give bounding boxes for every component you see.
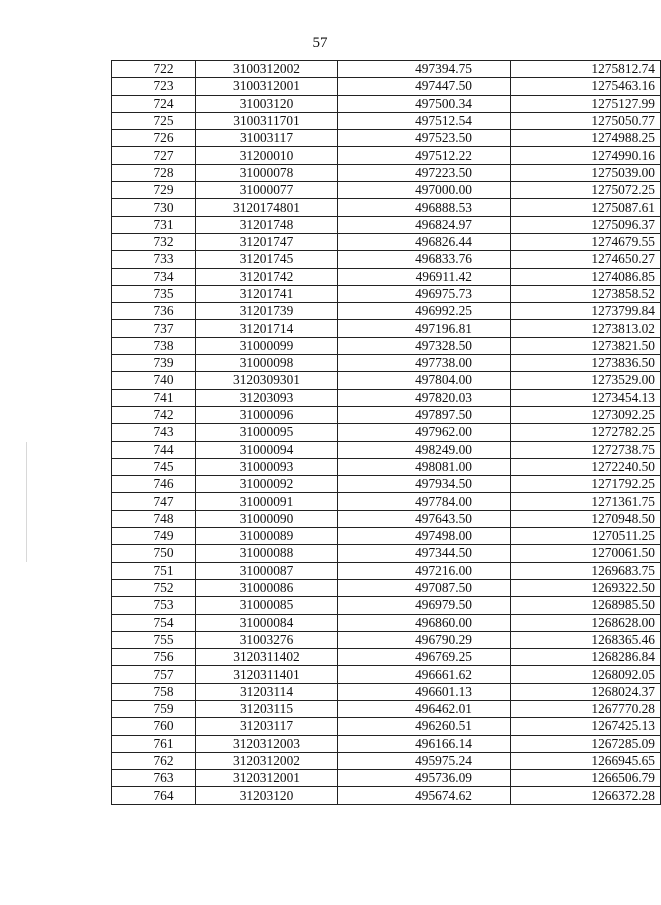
point-id-cell: 31000099 xyxy=(196,337,338,354)
point-number-cell: 746 xyxy=(112,476,196,493)
x-coordinate-cell: 497000.00 xyxy=(338,182,511,199)
y-coordinate-cell: 1273092.25 xyxy=(511,406,661,423)
point-id-cell: 31200010 xyxy=(196,147,338,164)
table-row xyxy=(112,510,661,527)
y-coordinate-cell: 1272782.25 xyxy=(511,424,661,441)
y-coordinate-cell: 1273529.00 xyxy=(511,372,661,389)
table-row xyxy=(112,320,661,337)
point-id-cell: 31000086 xyxy=(196,579,338,596)
table-row xyxy=(112,562,661,579)
y-coordinate-cell: 1275096.37 xyxy=(511,216,661,233)
point-number-cell: 754 xyxy=(112,614,196,631)
point-number-cell: 744 xyxy=(112,441,196,458)
point-id-cell: 31203120 xyxy=(196,787,338,804)
x-coordinate-cell: 496860.00 xyxy=(338,614,511,631)
y-coordinate-cell: 1267285.09 xyxy=(511,735,661,752)
point-id-cell: 31000084 xyxy=(196,614,338,631)
y-coordinate-cell: 1272240.50 xyxy=(511,458,661,475)
point-number-cell: 755 xyxy=(112,631,196,648)
point-number-cell: 737 xyxy=(112,320,196,337)
table-row xyxy=(112,372,661,389)
point-number-cell: 743 xyxy=(112,424,196,441)
x-coordinate-cell: 497216.00 xyxy=(338,562,511,579)
point-number-cell: 750 xyxy=(112,545,196,562)
point-id-cell: 31201714 xyxy=(196,320,338,337)
x-coordinate-cell: 497897.50 xyxy=(338,406,511,423)
x-coordinate-cell: 498249.00 xyxy=(338,441,511,458)
table-row xyxy=(112,545,661,562)
point-number-cell: 758 xyxy=(112,683,196,700)
y-coordinate-cell: 1268092.05 xyxy=(511,666,661,683)
table-row xyxy=(112,752,661,769)
table-row xyxy=(112,130,661,147)
point-number-cell: 735 xyxy=(112,285,196,302)
point-number-cell: 749 xyxy=(112,528,196,545)
table-row xyxy=(112,458,661,475)
y-coordinate-cell: 1269683.75 xyxy=(511,562,661,579)
y-coordinate-cell: 1268628.00 xyxy=(511,614,661,631)
table-row xyxy=(112,164,661,181)
point-number-cell: 742 xyxy=(112,406,196,423)
y-coordinate-cell: 1268286.84 xyxy=(511,649,661,666)
point-id-cell: 3100312002 xyxy=(196,61,338,78)
y-coordinate-cell: 1271792.25 xyxy=(511,476,661,493)
page-number: 57 xyxy=(312,35,328,51)
point-id-cell: 31000096 xyxy=(196,406,338,423)
point-id-cell: 31203117 xyxy=(196,718,338,735)
point-number-cell: 722 xyxy=(112,61,196,78)
point-number-cell: 732 xyxy=(112,233,196,250)
x-coordinate-cell: 496888.53 xyxy=(338,199,511,216)
point-number-cell: 736 xyxy=(112,303,196,320)
y-coordinate-cell: 1275039.00 xyxy=(511,164,661,181)
x-coordinate-cell: 497962.00 xyxy=(338,424,511,441)
point-number-cell: 764 xyxy=(112,787,196,804)
y-coordinate-cell: 1273836.50 xyxy=(511,355,661,372)
point-number-cell: 728 xyxy=(112,164,196,181)
point-id-cell: 31000085 xyxy=(196,597,338,614)
point-number-cell: 726 xyxy=(112,130,196,147)
y-coordinate-cell: 1273813.02 xyxy=(511,320,661,337)
point-number-cell: 734 xyxy=(112,268,196,285)
point-id-cell: 31000089 xyxy=(196,528,338,545)
point-id-cell: 31000087 xyxy=(196,562,338,579)
x-coordinate-cell: 496769.25 xyxy=(338,649,511,666)
point-id-cell: 3100312001 xyxy=(196,78,338,95)
y-coordinate-cell: 1266506.79 xyxy=(511,770,661,787)
table-row xyxy=(112,199,661,216)
table-row xyxy=(112,61,661,78)
y-coordinate-cell: 1270948.50 xyxy=(511,510,661,527)
point-number-cell: 747 xyxy=(112,493,196,510)
y-coordinate-cell: 1269322.50 xyxy=(511,579,661,596)
table-row xyxy=(112,337,661,354)
point-number-cell: 748 xyxy=(112,510,196,527)
table-row xyxy=(112,303,661,320)
y-coordinate-cell: 1270061.50 xyxy=(511,545,661,562)
table-row xyxy=(112,251,661,268)
x-coordinate-cell: 496824.97 xyxy=(338,216,511,233)
y-coordinate-cell: 1275463.16 xyxy=(511,78,661,95)
point-id-cell: 31000077 xyxy=(196,182,338,199)
point-id-cell: 31201739 xyxy=(196,303,338,320)
x-coordinate-cell: 496260.51 xyxy=(338,718,511,735)
coordinate-table xyxy=(111,60,661,805)
x-coordinate-cell: 497498.00 xyxy=(338,528,511,545)
x-coordinate-cell: 495736.09 xyxy=(338,770,511,787)
point-id-cell: 31000092 xyxy=(196,476,338,493)
y-coordinate-cell: 1275812.74 xyxy=(511,61,661,78)
y-coordinate-cell: 1270511.25 xyxy=(511,528,661,545)
point-id-cell: 31201741 xyxy=(196,285,338,302)
point-number-cell: 727 xyxy=(112,147,196,164)
y-coordinate-cell: 1267425.13 xyxy=(511,718,661,735)
y-coordinate-cell: 1273799.84 xyxy=(511,303,661,320)
x-coordinate-cell: 497512.54 xyxy=(338,112,511,129)
table-row xyxy=(112,700,661,717)
x-coordinate-cell: 497804.00 xyxy=(338,372,511,389)
point-number-cell: 751 xyxy=(112,562,196,579)
point-id-cell: 31203093 xyxy=(196,389,338,406)
point-number-cell: 759 xyxy=(112,700,196,717)
x-coordinate-cell: 497512.22 xyxy=(338,147,511,164)
table-row xyxy=(112,147,661,164)
point-id-cell: 31003117 xyxy=(196,130,338,147)
x-coordinate-cell: 497820.03 xyxy=(338,389,511,406)
y-coordinate-cell: 1266372.28 xyxy=(511,787,661,804)
y-coordinate-cell: 1271361.75 xyxy=(511,493,661,510)
point-id-cell: 31000078 xyxy=(196,164,338,181)
point-id-cell: 3120311401 xyxy=(196,666,338,683)
x-coordinate-cell: 496979.50 xyxy=(338,597,511,614)
x-coordinate-cell: 497394.75 xyxy=(338,61,511,78)
point-number-cell: 763 xyxy=(112,770,196,787)
table-row xyxy=(112,268,661,285)
table-row xyxy=(112,770,661,787)
x-coordinate-cell: 496975.73 xyxy=(338,285,511,302)
x-coordinate-cell: 495674.62 xyxy=(338,787,511,804)
point-number-cell: 760 xyxy=(112,718,196,735)
point-number-cell: 731 xyxy=(112,216,196,233)
point-id-cell: 31000091 xyxy=(196,493,338,510)
point-number-cell: 756 xyxy=(112,649,196,666)
point-number-cell: 761 xyxy=(112,735,196,752)
point-number-cell: 733 xyxy=(112,251,196,268)
point-number-cell: 757 xyxy=(112,666,196,683)
table-row xyxy=(112,441,661,458)
point-id-cell: 3120309301 xyxy=(196,372,338,389)
x-coordinate-cell: 497447.50 xyxy=(338,78,511,95)
x-coordinate-cell: 497738.00 xyxy=(338,355,511,372)
table-row xyxy=(112,355,661,372)
table-row xyxy=(112,718,661,735)
y-coordinate-cell: 1275127.99 xyxy=(511,95,661,112)
x-coordinate-cell: 496790.29 xyxy=(338,631,511,648)
y-coordinate-cell: 1267770.28 xyxy=(511,700,661,717)
point-id-cell: 31000094 xyxy=(196,441,338,458)
point-id-cell: 31000095 xyxy=(196,424,338,441)
y-coordinate-cell: 1275072.25 xyxy=(511,182,661,199)
table-row xyxy=(112,389,661,406)
point-id-cell: 31003120 xyxy=(196,95,338,112)
point-id-cell: 3100311701 xyxy=(196,112,338,129)
x-coordinate-cell: 495975.24 xyxy=(338,752,511,769)
point-id-cell: 31003276 xyxy=(196,631,338,648)
y-coordinate-cell: 1274988.25 xyxy=(511,130,661,147)
point-number-cell: 729 xyxy=(112,182,196,199)
point-number-cell: 753 xyxy=(112,597,196,614)
x-coordinate-cell: 496826.44 xyxy=(338,233,511,250)
x-coordinate-cell: 496661.62 xyxy=(338,666,511,683)
y-coordinate-cell: 1273454.13 xyxy=(511,389,661,406)
point-number-cell: 724 xyxy=(112,95,196,112)
point-id-cell: 31000098 xyxy=(196,355,338,372)
table-row xyxy=(112,683,661,700)
point-id-cell: 31201742 xyxy=(196,268,338,285)
y-coordinate-cell: 1274086.85 xyxy=(511,268,661,285)
table-row xyxy=(112,787,661,804)
table-row xyxy=(112,579,661,596)
y-coordinate-cell: 1275050.77 xyxy=(511,112,661,129)
point-id-cell: 3120312003 xyxy=(196,735,338,752)
point-id-cell: 31201748 xyxy=(196,216,338,233)
x-coordinate-cell: 498081.00 xyxy=(338,458,511,475)
x-coordinate-cell: 497784.00 xyxy=(338,493,511,510)
x-coordinate-cell: 497223.50 xyxy=(338,164,511,181)
point-id-cell: 3120311402 xyxy=(196,649,338,666)
table-row xyxy=(112,233,661,250)
x-coordinate-cell: 496911.42 xyxy=(338,268,511,285)
table-row xyxy=(112,182,661,199)
x-coordinate-cell: 496601.13 xyxy=(338,683,511,700)
x-coordinate-cell: 497934.50 xyxy=(338,476,511,493)
y-coordinate-cell: 1275087.61 xyxy=(511,199,661,216)
point-id-cell: 3120174801 xyxy=(196,199,338,216)
point-id-cell: 31201745 xyxy=(196,251,338,268)
point-number-cell: 740 xyxy=(112,372,196,389)
point-number-cell: 738 xyxy=(112,337,196,354)
table-row xyxy=(112,493,661,510)
x-coordinate-cell: 496462.01 xyxy=(338,700,511,717)
table-row xyxy=(112,95,661,112)
y-coordinate-cell: 1274650.27 xyxy=(511,251,661,268)
table-row xyxy=(112,666,661,683)
x-coordinate-cell: 497523.50 xyxy=(338,130,511,147)
point-id-cell: 31000088 xyxy=(196,545,338,562)
y-coordinate-cell: 1274679.55 xyxy=(511,233,661,250)
y-coordinate-cell: 1272738.75 xyxy=(511,441,661,458)
y-coordinate-cell: 1268024.37 xyxy=(511,683,661,700)
table-row xyxy=(112,476,661,493)
point-id-cell: 31203114 xyxy=(196,683,338,700)
x-coordinate-cell: 497500.34 xyxy=(338,95,511,112)
point-id-cell: 3120312001 xyxy=(196,770,338,787)
x-coordinate-cell: 497196.81 xyxy=(338,320,511,337)
point-number-cell: 730 xyxy=(112,199,196,216)
x-coordinate-cell: 497328.50 xyxy=(338,337,511,354)
point-id-cell: 31000093 xyxy=(196,458,338,475)
table-row xyxy=(112,406,661,423)
coordinate-table-body xyxy=(112,61,661,805)
scan-margin-line xyxy=(26,442,27,562)
table-row xyxy=(112,631,661,648)
table-row xyxy=(112,112,661,129)
point-number-cell: 725 xyxy=(112,112,196,129)
table-row xyxy=(112,649,661,666)
table-row xyxy=(112,424,661,441)
point-id-cell: 3120312002 xyxy=(196,752,338,769)
point-number-cell: 723 xyxy=(112,78,196,95)
table-row xyxy=(112,78,661,95)
y-coordinate-cell: 1268985.50 xyxy=(511,597,661,614)
y-coordinate-cell: 1274990.16 xyxy=(511,147,661,164)
table-row xyxy=(112,528,661,545)
x-coordinate-cell: 496166.14 xyxy=(338,735,511,752)
x-coordinate-cell: 497087.50 xyxy=(338,579,511,596)
x-coordinate-cell: 497344.50 xyxy=(338,545,511,562)
point-number-cell: 762 xyxy=(112,752,196,769)
point-number-cell: 752 xyxy=(112,579,196,596)
point-id-cell: 31201747 xyxy=(196,233,338,250)
point-number-cell: 739 xyxy=(112,355,196,372)
point-id-cell: 31000090 xyxy=(196,510,338,527)
point-id-cell: 31203115 xyxy=(196,700,338,717)
y-coordinate-cell: 1266945.65 xyxy=(511,752,661,769)
table-row xyxy=(112,614,661,631)
y-coordinate-cell: 1273858.52 xyxy=(511,285,661,302)
point-number-cell: 745 xyxy=(112,458,196,475)
coordinate-table-container xyxy=(111,60,655,805)
x-coordinate-cell: 496992.25 xyxy=(338,303,511,320)
x-coordinate-cell: 497643.50 xyxy=(338,510,511,527)
y-coordinate-cell: 1273821.50 xyxy=(511,337,661,354)
table-row xyxy=(112,285,661,302)
point-number-cell: 741 xyxy=(112,389,196,406)
table-row xyxy=(112,216,661,233)
y-coordinate-cell: 1268365.46 xyxy=(511,631,661,648)
x-coordinate-cell: 496833.76 xyxy=(338,251,511,268)
table-row xyxy=(112,597,661,614)
table-row xyxy=(112,735,661,752)
